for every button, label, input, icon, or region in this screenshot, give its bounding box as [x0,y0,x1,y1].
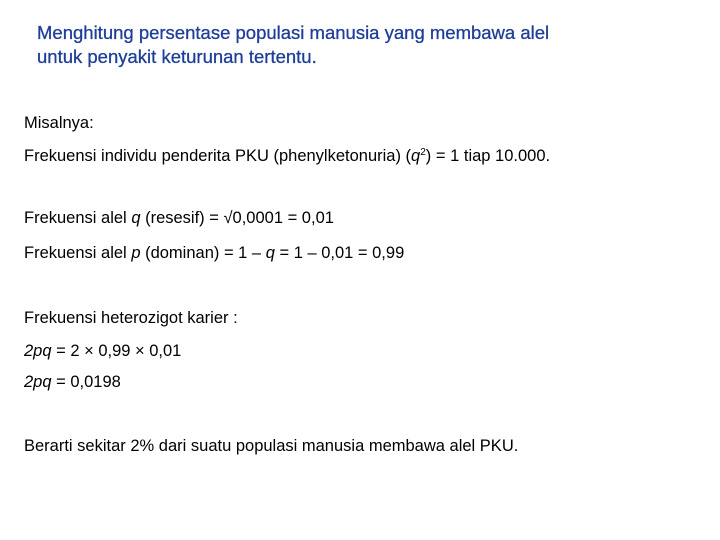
freq-p-middle: (dominan) = 1 – [140,244,266,262]
pku-superscript: 2 [420,147,426,158]
freq-p-variable: p [131,244,141,262]
calculation-line-1 [24,341,181,361]
pku-variable: q [411,147,421,165]
freq-q-suffix: (resesif) = √0,0001 = 0,01 [140,209,334,227]
calc2-expression: = 0,0198 [51,373,121,391]
heterozygote-label: Frekuensi heterozigot karier : [24,309,238,327]
freq-p-suffix: = 1 – 0,01 = 0,99 [274,244,405,262]
allele-p-frequency-line [24,243,404,263]
pku-suffix: ) = 1 tiap 10.000. [425,147,551,165]
allele-q-frequency-line [24,208,334,228]
freq-q-prefix: Frekuensi alel [24,209,132,227]
calculation-line-2 [24,372,121,392]
conclusion-line: Berarti sekitar 2% dari suatu populasi manusia membawa alel PKU. [24,437,519,455]
pku-frequency-line [24,146,550,166]
slide-title-line-2: untuk penyakit keturunan tertentu. [37,46,317,67]
calc1-variable: 2pq [24,342,52,360]
slide-title [37,21,677,69]
example-label: Misalnya: [24,114,94,132]
freq-q-variable: q [131,209,141,227]
freq-p-prefix: Frekuensi alel [24,244,132,262]
freq-p-variable-q: q [265,244,275,262]
calc2-variable: 2pq [24,373,52,391]
slide-title-line-1: Menghitung persentase populasi manusia yang membawa alel [37,22,550,43]
pku-prefix: Frekuensi individu penderita PKU (phenylketonuria) ( [24,147,412,165]
calc1-expression: = 2 × 0,99 × 0,01 [51,342,182,360]
